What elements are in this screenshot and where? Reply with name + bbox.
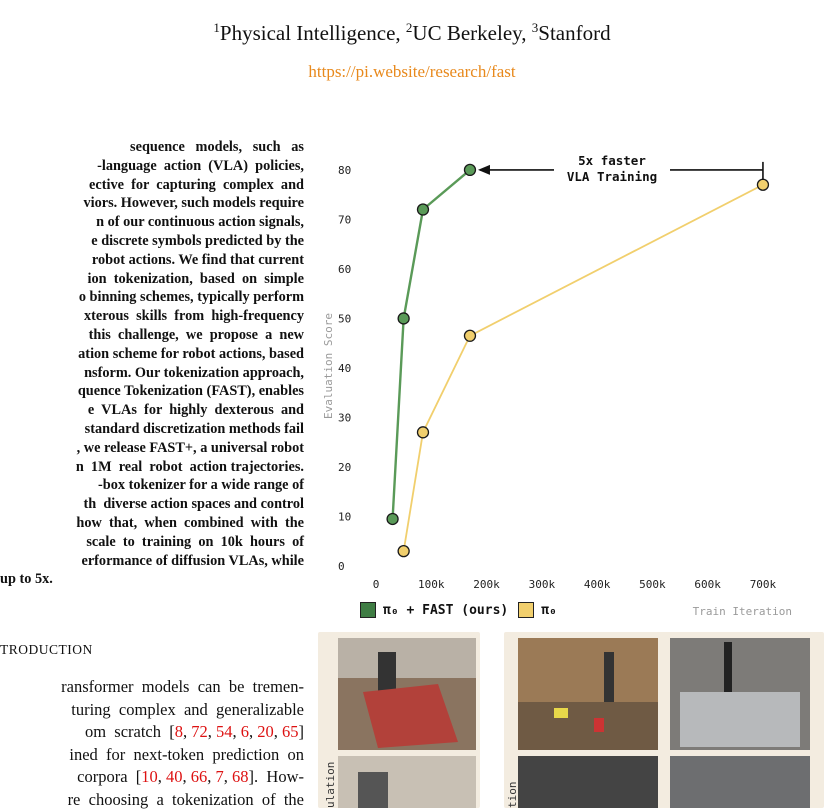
abstract-line: standard discretization methods fail [81, 420, 304, 437]
x-tick-label: 600k [694, 578, 721, 591]
legend-label-pi0: π₀ [541, 602, 557, 618]
data-point [387, 513, 398, 524]
data-point [417, 427, 428, 438]
y-tick-label: 60 [338, 262, 352, 276]
abstract-line: e discrete symbols predicted by the [91, 232, 304, 249]
legend-swatch-fast [360, 602, 376, 618]
y-tick-label: 10 [338, 510, 352, 524]
y-tick-label: 20 [338, 460, 352, 474]
y-tick-label: 50 [338, 312, 352, 326]
x-tick-label: 200k [473, 578, 500, 591]
abstract-line: sequence models, such as [130, 139, 304, 155]
body-line: om scratch [8, 72, 54, 6, 20, 65] [84, 722, 304, 742]
abstract-line: ective for capturing complex and [89, 176, 304, 193]
abstract-line: up to 5x. [0, 571, 53, 588]
y-axis-label: Evaluation Score [322, 313, 335, 419]
abstract-line: nsform. Our tokenization approach, [84, 364, 304, 381]
x-tick-label: 700k [749, 578, 777, 591]
abstract-line: robot actions. We find that current [91, 251, 304, 268]
affiliation-1: $^1$Physical Intelligence, [213, 20, 401, 45]
body-text [0, 676, 304, 812]
citation-link[interactable]: 54 [216, 722, 233, 742]
citation-link[interactable]: 20 [257, 722, 274, 742]
body-line: turing complex and generalizable [71, 699, 304, 719]
abstract-text [0, 138, 304, 589]
abstract-line: scale to training on 10k hours of [82, 533, 304, 550]
abstract-line: , we release FAST+, a universal robot [76, 439, 304, 456]
citation-link[interactable]: 8 [174, 722, 183, 742]
y-tick-label: 70 [338, 213, 352, 227]
abstract-line: -language action (VLA) policies, [97, 157, 304, 174]
abstract-line: ation scheme for robot actions, based [78, 345, 304, 362]
section-heading: TRODUCTION [0, 642, 93, 657]
body-line: corpora [10, 40, 66, 7, 68]. How- [77, 767, 304, 787]
panel-left-label: ulation [324, 761, 337, 808]
robot-laundry-photo [318, 632, 480, 808]
x-tick-label: 400k [583, 578, 611, 591]
y-tick-label: 0 [338, 560, 345, 573]
affiliation-3: $^3$Stanford [531, 20, 611, 45]
citation-link[interactable]: 65 [282, 722, 299, 742]
x-tick-label: 100k [418, 578, 445, 591]
project-url-link[interactable]: https://pi.website/research/fast [308, 62, 516, 81]
legend-label-fast: π₀ + FAST (ours) [383, 602, 509, 618]
data-point [398, 313, 409, 324]
abstract-line: n of our continuous action signals, [96, 214, 304, 231]
chart-legend [360, 602, 567, 618]
abstract-line: quence Tokenization (FAST), enables [77, 383, 304, 400]
annotation-arrowhead [478, 165, 490, 175]
annotation-line-2: VLA Training [566, 168, 658, 184]
abstract-line: viors. However, such models require [83, 195, 304, 212]
body-line: re choosing a tokenization of the [67, 789, 304, 809]
x-tick-label: 0 [372, 578, 380, 591]
x-axis-label: Train Iteration [692, 605, 792, 618]
body-line: ransformer models can be tremen- [61, 677, 304, 696]
panel-right-label: tion [506, 781, 519, 808]
citation-link[interactable]: 7 [215, 767, 224, 787]
abstract [0, 138, 304, 589]
y-tick-label: 30 [338, 411, 352, 425]
task-image-panels [318, 632, 824, 808]
abstract-line: ion tokenization, based on simple [87, 270, 304, 287]
legend-swatch-pi0 [518, 602, 534, 618]
y-tick-label: 80 [338, 163, 352, 177]
data-point [464, 164, 475, 175]
abstract-line: this challenge, we propose a new [88, 326, 304, 343]
citation-link[interactable]: 10 [141, 767, 158, 787]
body-line: ined for next-token prediction on [69, 744, 304, 764]
evaluation-chart [318, 142, 798, 626]
series-line [404, 185, 763, 551]
abstract-line: th diverse action spaces and control [83, 496, 304, 513]
affiliations [0, 20, 824, 46]
citation-link[interactable]: 72 [191, 722, 208, 742]
affiliation-2: $^2$UC Berkeley, [405, 20, 527, 45]
citation-link[interactable]: 68 [232, 767, 249, 787]
series-line [393, 170, 470, 519]
panel-right [504, 632, 824, 808]
x-tick-label: 300k [528, 578, 556, 591]
citation-link[interactable]: 40 [166, 767, 183, 787]
y-tick-label: 40 [338, 361, 352, 375]
data-point [417, 204, 428, 215]
abstract-line: o binning schemes, typically perform [78, 289, 304, 306]
x-tick-label: 500k [639, 578, 666, 591]
robot-table-photos [504, 632, 824, 808]
annotation-line-1: 5x faster [578, 152, 646, 168]
abstract-line: e VLAs for highly dexterous and [87, 402, 304, 419]
abstract-line: how that, when combined with the [76, 514, 304, 531]
data-point [464, 330, 475, 341]
citation-link[interactable]: 6 [240, 722, 249, 742]
abstract-line: n 1M real robot action trajectories. [75, 458, 304, 475]
abstract-line: -box tokenizer for a wide range of [98, 477, 304, 494]
citation-link[interactable]: 66 [190, 767, 208, 787]
abstract-line: erformance of diffusion VLAs, while [81, 552, 304, 569]
abstract-line: xterous skills from high-frequency [83, 308, 304, 325]
data-point [757, 179, 768, 190]
data-point [398, 546, 409, 557]
panel-left [318, 632, 480, 808]
